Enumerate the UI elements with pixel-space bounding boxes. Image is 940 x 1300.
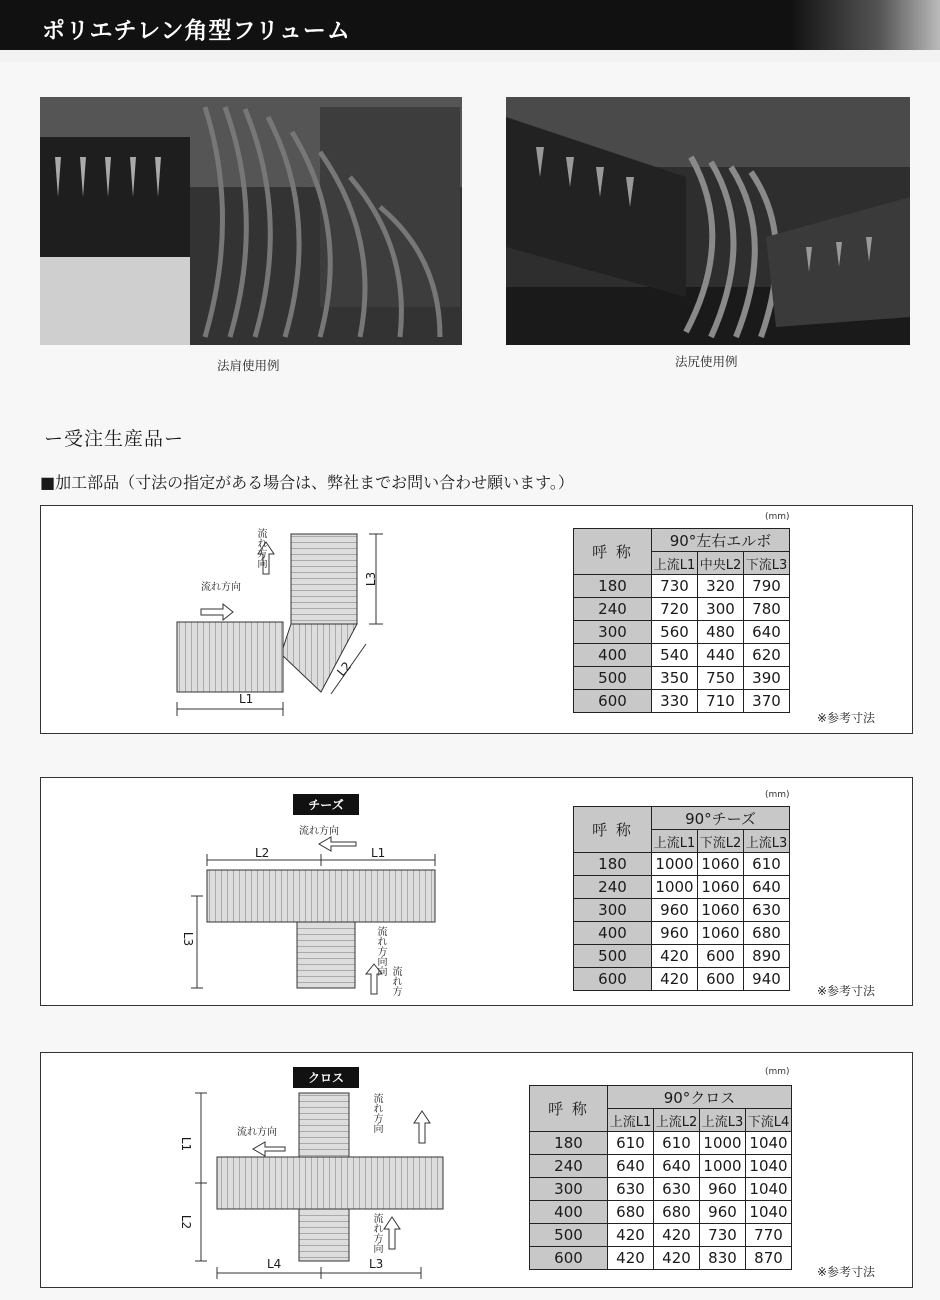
elbow-dim-l3: L3 [364,571,379,587]
size-cell: 500 [574,667,652,690]
cross-dim-l2: L2 [179,1214,194,1230]
size-cell: 400 [574,644,652,667]
table-row [530,1201,792,1224]
value-cell: 680 [744,922,790,945]
table-row [574,968,790,991]
tee-col-header: 下流L2 [698,830,744,853]
cross-dim-l1: L1 [179,1136,194,1152]
size-cell: 180 [574,575,652,598]
cross-unit: (mm) [765,1067,790,1077]
value-cell: 420 [654,1247,700,1270]
table-row [574,575,790,598]
size-cell: 600 [574,690,652,713]
size-cell: 240 [574,598,652,621]
tee-name-header: 呼 称 [574,807,652,853]
value-cell: 960 [652,922,698,945]
value-cell: 420 [608,1224,654,1247]
panel-elbow [40,505,913,734]
table-row [530,1132,792,1155]
value-cell: 370 [744,690,790,713]
cross-col-header: 上流L3 [700,1109,746,1132]
cross-flow-label-vertical: 流れ方向 [371,1093,382,1133]
tee-col-header: 上流L3 [744,830,790,853]
tee-group-header: 90°チーズ [652,807,790,830]
table-row [574,621,790,644]
value-cell: 600 [698,945,744,968]
table-row [530,1224,792,1247]
header-fade [790,0,940,50]
value-cell: 1040 [746,1132,792,1155]
value-cell: 420 [652,968,698,991]
tee-flow-label: 流れ方向 [299,826,339,837]
value-cell: 420 [608,1247,654,1270]
elbow-flow-label: 流れ方向 [201,582,241,593]
value-cell: 1060 [698,876,744,899]
value-cell: 640 [744,876,790,899]
value-cell: 680 [608,1201,654,1224]
elbow-diagram [161,524,431,729]
value-cell: 870 [746,1247,792,1270]
elbow-dim-l1: L1 [239,692,254,706]
value-cell: 730 [700,1224,746,1247]
value-cell: 890 [744,945,790,968]
elbow-note: ※参考寸法 [817,711,876,725]
tee-spec-table [573,806,790,991]
value-cell: 960 [700,1201,746,1224]
value-cell: 1060 [698,922,744,945]
size-cell: 180 [530,1132,608,1155]
value-cell: 600 [698,968,744,991]
cross-col-header: 上流L1 [608,1109,654,1132]
value-cell: 830 [700,1247,746,1270]
size-cell: 180 [574,853,652,876]
value-cell: 750 [698,667,744,690]
cross-tag: クロス [293,1067,359,1088]
photo-hokata [40,97,462,345]
value-cell: 620 [744,644,790,667]
table-row [574,853,790,876]
value-cell: 480 [698,621,744,644]
cross-spec-table [529,1085,792,1270]
value-cell: 640 [608,1155,654,1178]
tee-dim-l1: L1 [371,846,386,860]
value-cell: 420 [654,1224,700,1247]
panel-tee [40,777,913,1006]
table-row [574,667,790,690]
value-cell: 1000 [700,1132,746,1155]
photo-hojiri [506,97,910,345]
cross-name-header: 呼 称 [530,1086,608,1132]
size-cell: 300 [530,1178,608,1201]
value-cell: 540 [652,644,698,667]
value-cell: 420 [652,945,698,968]
value-cell: 1060 [698,899,744,922]
value-cell: 630 [608,1178,654,1201]
value-cell: 720 [652,598,698,621]
elbow-unit: (mm) [765,512,790,522]
elbow-spec-table [573,528,790,713]
size-cell: 500 [530,1224,608,1247]
photo-caption-hojiri: 法尻使用例 [675,354,738,369]
table-row [574,690,790,713]
tee-tag: チーズ [293,794,359,815]
table-row [574,922,790,945]
flume-photo-icon [40,97,462,345]
photo-caption-hokata: 法肩使用例 [217,358,280,373]
cross-col-header: 下流L4 [746,1109,792,1132]
table-row [530,1247,792,1270]
value-cell: 390 [744,667,790,690]
table-row [530,1155,792,1178]
tee-diagram [191,814,451,1004]
value-cell: 630 [654,1178,700,1201]
table-row [574,899,790,922]
table-row [574,945,790,968]
value-cell: 680 [654,1201,700,1224]
elbow-group-header: 90°左右エルボ [652,529,790,552]
size-cell: 240 [530,1155,608,1178]
size-cell: 500 [574,945,652,968]
cross-diagram [191,1089,451,1285]
elbow-col-header: 下流L3 [744,552,790,575]
value-cell: 610 [654,1132,700,1155]
size-cell: 300 [574,621,652,644]
elbow-dim-l2: L2 [334,659,355,679]
value-cell: 560 [652,621,698,644]
value-cell: 610 [608,1132,654,1155]
cross-note: ※参考寸法 [817,1265,876,1279]
value-cell: 440 [698,644,744,667]
cross-flow-label-vertical-2: 流れ方向 [371,1213,382,1253]
size-cell: 400 [574,922,652,945]
value-cell: 640 [744,621,790,644]
value-cell: 1040 [746,1155,792,1178]
section-title: ー受注生産品ー [44,428,185,450]
elbow-name-header: 呼 称 [574,529,652,575]
cross-dim-l4: L4 [267,1257,282,1271]
flume-photo-icon [506,97,910,345]
value-cell: 1000 [652,853,698,876]
tee-dim-l2: L2 [255,846,270,860]
table-row [574,876,790,899]
value-cell: 350 [652,667,698,690]
table-row [574,644,790,667]
value-cell: 710 [698,690,744,713]
page-title: ポリエチレン角型フリューム [42,18,351,44]
size-cell: 400 [530,1201,608,1224]
table-row [530,1178,792,1201]
value-cell: 960 [652,899,698,922]
table-row [574,598,790,621]
size-cell: 240 [574,876,652,899]
elbow-col-header: 中央L2 [698,552,744,575]
panel-cross [40,1052,913,1288]
value-cell: 1000 [700,1155,746,1178]
value-cell: 330 [652,690,698,713]
tee-flow-label-vertical-2: 流れ方向 [375,966,401,996]
value-cell: 1060 [698,853,744,876]
value-cell: 630 [744,899,790,922]
elbow-col-header: 上流L1 [652,552,698,575]
value-cell: 1040 [746,1178,792,1201]
tee-col-header: 上流L1 [652,830,698,853]
tee-dim-l3: L3 [181,931,196,947]
value-cell: 1000 [652,876,698,899]
value-cell: 610 [744,853,790,876]
header-bar [0,0,940,62]
size-cell: 600 [574,968,652,991]
value-cell: 940 [744,968,790,991]
section-subtitle: ■加工部品（寸法の指定がある場合は、弊社までお問い合わせ願います。） [40,473,574,492]
tee-note: ※参考寸法 [817,984,876,998]
cross-col-header: 上流L2 [654,1109,700,1132]
cross-flow-label: 流れ方向 [237,1127,277,1138]
value-cell: 1040 [746,1201,792,1224]
cross-group-header: 90°クロス [608,1086,792,1109]
tee-unit: (mm) [765,790,790,800]
value-cell: 790 [744,575,790,598]
size-cell: 300 [574,899,652,922]
value-cell: 640 [654,1155,700,1178]
value-cell: 780 [744,598,790,621]
value-cell: 730 [652,575,698,598]
value-cell: 770 [746,1224,792,1247]
value-cell: 300 [698,598,744,621]
value-cell: 960 [700,1178,746,1201]
tee-flow-label-vertical: 流れ方向 [375,926,386,966]
size-cell: 600 [530,1247,608,1270]
value-cell: 320 [698,575,744,598]
elbow-flow-label-vertical: 流れ方向 [255,528,266,568]
cross-dim-l3: L3 [369,1257,384,1271]
